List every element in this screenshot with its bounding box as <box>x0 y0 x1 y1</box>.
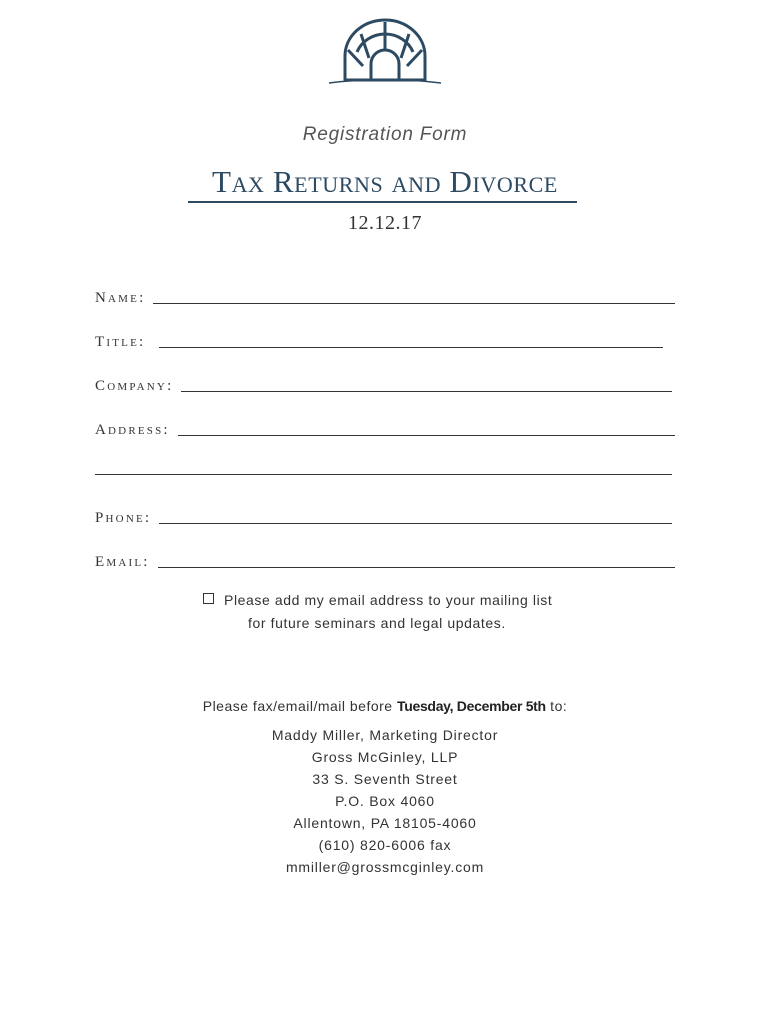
phone-input-line[interactable] <box>159 523 672 524</box>
contact-street: 33 S. Seventh Street <box>312 771 458 787</box>
checkbox-icon[interactable] <box>203 593 214 604</box>
phone-field[interactable] <box>95 504 672 526</box>
title-label: Title: <box>95 334 146 350</box>
address-line-2[interactable] <box>95 474 672 475</box>
contact-name: Maddy Miller, Marketing Director <box>271 727 499 743</box>
name-input-line[interactable] <box>153 303 675 304</box>
submission-deadline <box>0 698 770 714</box>
event-date: 12.12.17 <box>348 212 422 234</box>
company-input-line[interactable] <box>181 391 672 392</box>
contact-pobox: P.O. Box 4060 <box>335 793 435 809</box>
title-input-line[interactable] <box>159 347 663 348</box>
contact-city: Allentown, PA 18105-4060 <box>293 815 477 831</box>
email-input-line[interactable] <box>158 567 675 568</box>
deadline-suffix: to: <box>545 698 568 714</box>
title-field[interactable] <box>95 328 663 350</box>
company-label: Company: <box>95 378 174 394</box>
arched-window-logo <box>327 16 443 86</box>
form-subtitle: Registration Form <box>302 124 468 145</box>
address-label: Address: <box>95 422 170 438</box>
email-label: Email: <box>95 554 150 570</box>
deadline-prefix: Please fax/email/mail before <box>202 698 397 714</box>
contact-fax: (610) 820-6006 fax <box>318 837 452 853</box>
email-field[interactable] <box>95 548 675 570</box>
contact-firm: Gross McGinley, LLP <box>311 749 459 765</box>
mailing-list-optin-line2: for future seminars and legal updates. <box>248 615 506 631</box>
title-underline <box>188 201 577 203</box>
deadline-date: Tuesday, December 5th <box>397 698 546 714</box>
name-label: Name: <box>95 290 146 306</box>
company-field[interactable] <box>95 372 672 394</box>
phone-label: Phone: <box>95 510 152 526</box>
contact-email[interactable]: mmiller@grossmcginley.com <box>285 859 485 875</box>
address-input-line[interactable] <box>178 435 675 436</box>
mailing-list-optin-line1: Please add my email address to your mailing list <box>224 592 553 608</box>
form-title: Tax Returns and Divorce <box>212 164 558 199</box>
address-field[interactable] <box>95 416 675 438</box>
name-field[interactable] <box>95 284 675 306</box>
